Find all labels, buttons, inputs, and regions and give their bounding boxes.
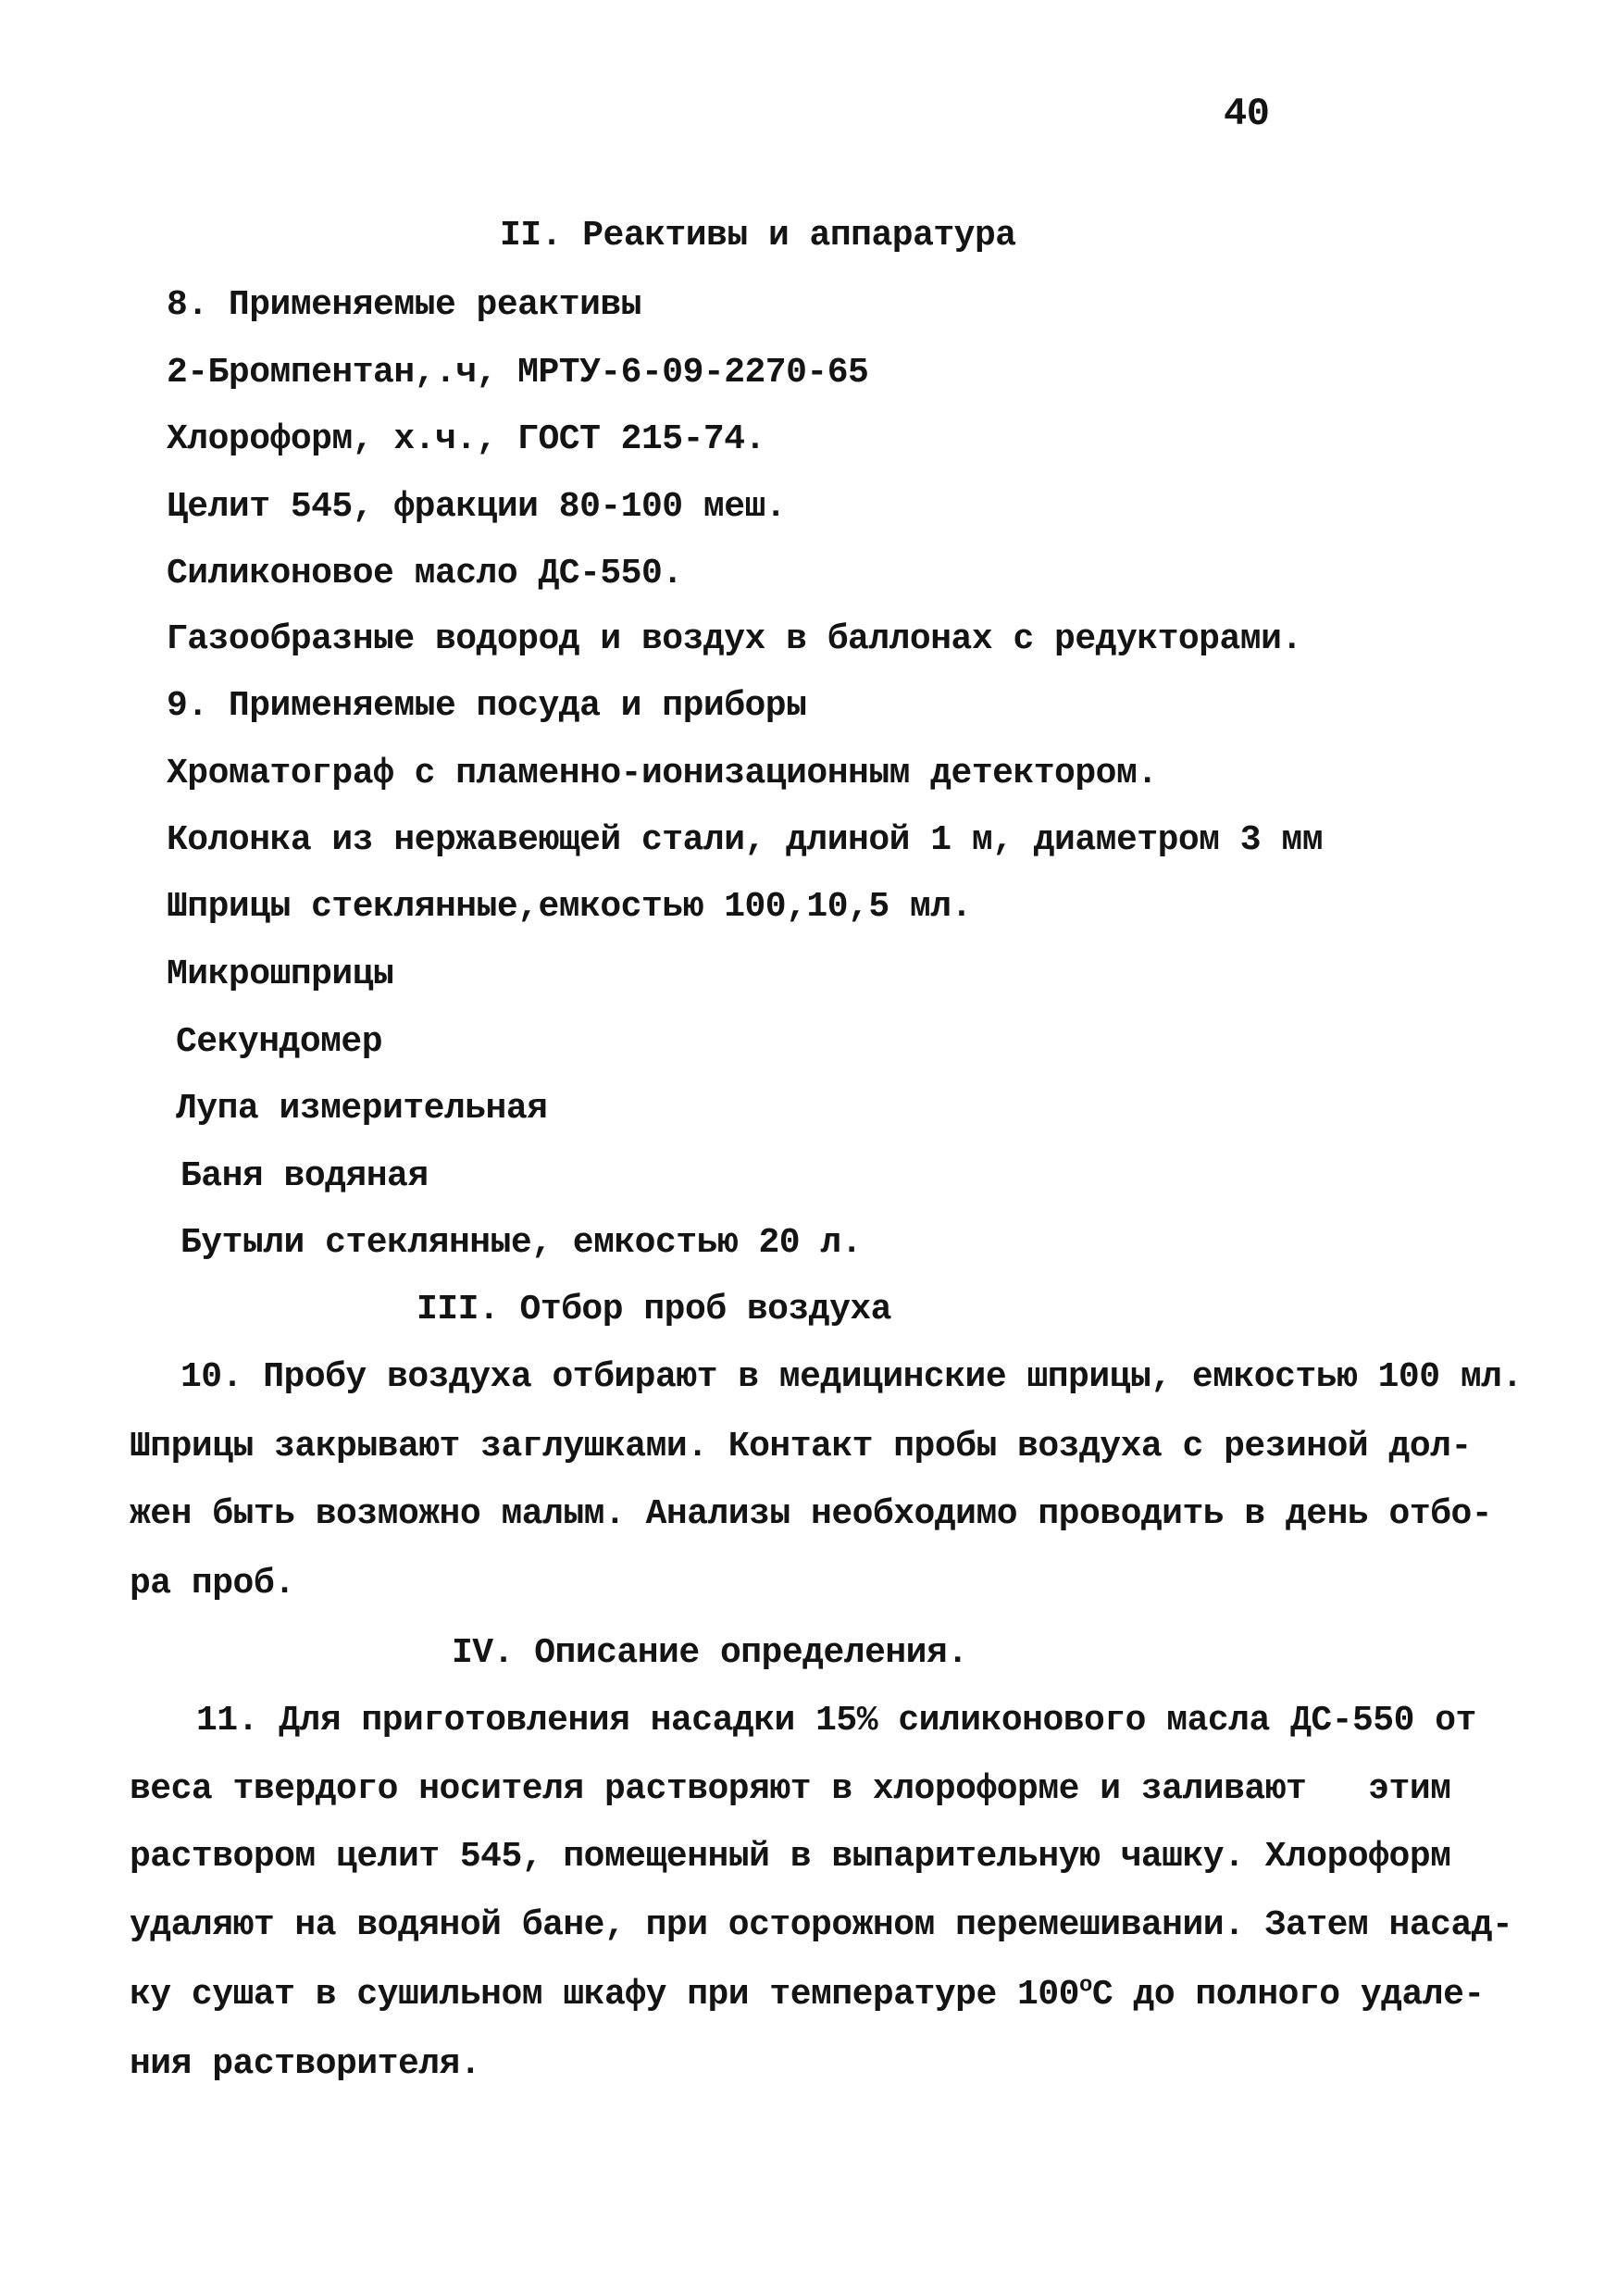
reagent-line: 2-Бромпентан,.ч, МРТУ-6-09-2270-65 (167, 353, 869, 393)
page-number: 40 (1224, 92, 1270, 136)
equipment-line: Секундомер (176, 1022, 383, 1062)
paragraph-11-text-before-temperature: ку сушат в сушильном шкафу при температуре 100 (130, 1975, 1079, 2015)
equipment-line: Колонка из нержавеющей стали, длиной 1 м, диаметром 3 мм (167, 820, 1324, 860)
section-2-title: II. Реактивы и аппаратура (500, 216, 1016, 256)
equipment-line: Шприцы стеклянные,емкостью 100,10,5 мл. (167, 887, 972, 927)
reagent-line: Газообразные водород и воздух в баллонах с редукторами. (167, 619, 1302, 659)
paragraph-10-line: ра проб. (130, 1564, 295, 1603)
paragraph-11-text-after-temperature: до полного удале- (1133, 1975, 1485, 2015)
paragraph-11-line: раствором целит 545, помещенный в выпарительную чашку. Хлороформ (130, 1837, 1451, 1877)
degree-symbol: o (1078, 1973, 1092, 1999)
reagent-line: Хлороформ, х.ч., ГОСТ 215-74. (167, 419, 765, 459)
equipment-line: Лупа измерительная (176, 1089, 548, 1129)
paragraph-11-line: ния растворителя. (130, 2044, 481, 2084)
section-4-title: IV. Описание определения. (452, 1633, 968, 1673)
equipment-line: Микрошприцы (167, 955, 394, 994)
paragraph-10-line: жен быть возможно малым. Анализы необходимо проводить в день отбо- (130, 1494, 1493, 1534)
item-8-title: 8. Применяемые реактивы (167, 285, 641, 325)
reagent-line: Целит 545, фракции 80-100 меш. (167, 487, 787, 527)
degree-unit: C (1091, 1975, 1113, 2015)
paragraph-11-line: 11. Для приготовления насадки 15% силиконового масла ДС-550 от (196, 1701, 1476, 1741)
item-9-title: 9. Применяемые посуда и приборы (167, 686, 807, 726)
paragraph-10-line: 10. Пробу воздуха отбирают в медицинские шприцы, емкостью 100 мл. (180, 1357, 1523, 1397)
paragraph-11-line-with-temperature (130, 1974, 1485, 2016)
paragraph-11-line: веса твердого носителя растворяют в хлороформе и заливают этим (130, 1769, 1451, 1809)
equipment-line: Бутыли стеклянные, емкостью 20 л. (180, 1223, 863, 1263)
reagent-line: Силиконовое масло ДС-550. (167, 554, 683, 593)
equipment-line: Хроматограф с пламенно-ионизационным детектором. (167, 754, 1158, 793)
section-3-title: III. Отбор проб воздуха (417, 1290, 891, 1329)
equipment-line: Баня водяная (180, 1156, 429, 1196)
paragraph-10-line: Шприцы закрывают заглушками. Контакт пробы воздуха с резиной дол- (130, 1427, 1472, 1466)
paragraph-11-line: удаляют на водяной бане, при осторожном перемешивании. Затем насад- (130, 1905, 1513, 1945)
